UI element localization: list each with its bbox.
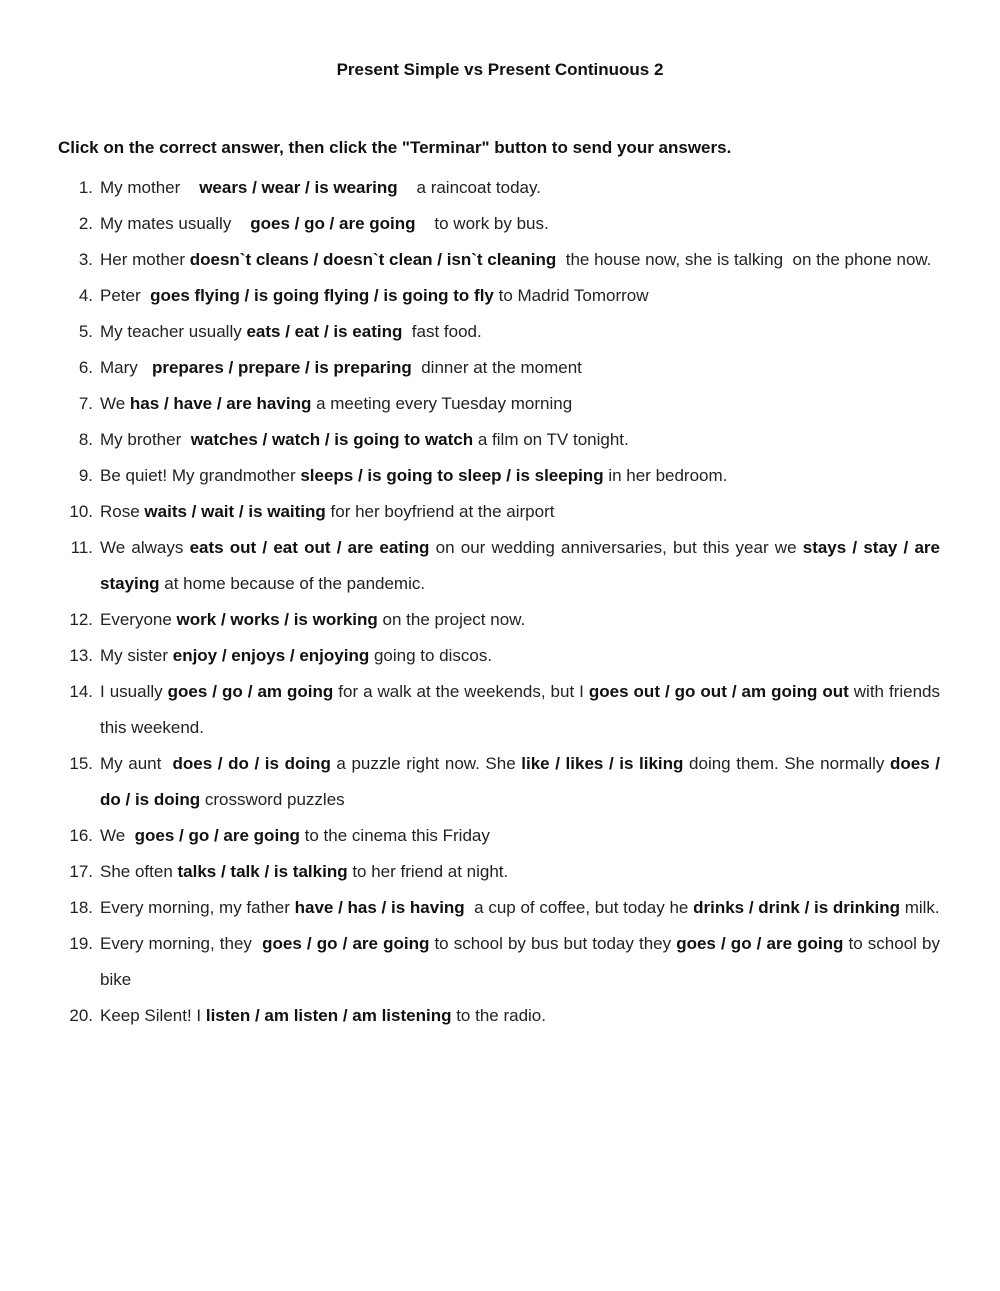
- sentence-fragment: Every morning, they: [100, 934, 263, 953]
- answer-options[interactable]: work / works / is working: [176, 610, 378, 629]
- question-text: [100, 638, 940, 674]
- question-item: [58, 854, 940, 890]
- sentence-fragment: Keep Silent! I: [100, 1006, 206, 1025]
- question-number: 3.: [78, 250, 93, 269]
- answer-options[interactable]: have / has / is having: [294, 898, 465, 917]
- question-item: [58, 206, 940, 242]
- sentence-fragment: with friends this weekend.: [100, 682, 945, 737]
- sentence-fragment: fast food.: [402, 322, 482, 341]
- answer-options[interactable]: eats out / eat out / are eating: [189, 538, 430, 557]
- question-text: [100, 674, 945, 746]
- question-number: 5.: [78, 322, 93, 341]
- sentence-fragment: a puzzle right now. She: [330, 754, 522, 773]
- sentence-fragment: in her bedroom.: [603, 466, 728, 485]
- question-item: [58, 278, 940, 314]
- question-text: [100, 494, 940, 530]
- question-item: [58, 638, 940, 674]
- question-item: [58, 674, 945, 746]
- answer-options[interactable]: like / likes / is liking: [521, 754, 684, 773]
- sentence-fragment: We: [100, 826, 135, 845]
- sentence-fragment: for her boyfriend at the airport: [325, 502, 555, 521]
- question-text: [100, 998, 940, 1034]
- sentence-fragment: doing them. She normally: [683, 754, 890, 773]
- question-number: 4.: [78, 286, 93, 305]
- answer-options[interactable]: prepares / prepare / is preparing: [151, 358, 412, 377]
- sentence-fragment: a cup of coffee, but today he: [464, 898, 694, 917]
- answer-options[interactable]: wears / wear / is wearing: [199, 178, 398, 197]
- answer-options[interactable]: goes flying / is going flying / is going to fly: [150, 286, 494, 305]
- question-item: [58, 386, 940, 422]
- sentence-fragment: to Madrid Tomorrow: [493, 286, 649, 305]
- sentence-fragment: for a walk at the weekends, but I: [333, 682, 589, 701]
- answer-options[interactable]: does / do / is doing: [172, 754, 331, 773]
- sentence-fragment: Every morning, my father: [100, 898, 295, 917]
- answer-options[interactable]: goes / go / are going: [676, 934, 844, 953]
- answer-options[interactable]: watches / watch / is going to watch: [190, 430, 474, 449]
- sentence-fragment: Rose: [100, 502, 145, 521]
- question-number: 2.: [78, 214, 93, 233]
- answer-options[interactable]: goes / go / am going: [167, 682, 334, 701]
- question-item: [58, 530, 940, 602]
- sentence-fragment: going to discos.: [369, 646, 493, 665]
- question-text: [100, 278, 940, 314]
- question-item: [58, 422, 940, 458]
- sentence-fragment: My sister: [100, 646, 173, 665]
- sentence-fragment: to school by bus but today they: [429, 934, 677, 953]
- question-number: 6.: [78, 358, 93, 377]
- question-text: [100, 530, 940, 602]
- question-text: [100, 206, 940, 242]
- sentence-fragment: I usually: [100, 682, 168, 701]
- sentence-fragment: to work by bus.: [415, 214, 549, 233]
- question-item: [58, 890, 940, 926]
- question-item: [58, 602, 940, 638]
- answer-options[interactable]: enjoy / enjoys / enjoying: [172, 646, 370, 665]
- question-item: [58, 458, 940, 494]
- question-number: 14.: [69, 682, 93, 701]
- question-number: 11.: [70, 538, 93, 557]
- question-item: [58, 998, 940, 1034]
- question-number: 1.: [78, 178, 93, 197]
- answer-options[interactable]: listen / am listen / am listening: [205, 1006, 452, 1025]
- question-number: 20.: [69, 1006, 93, 1025]
- question-number: 7.: [78, 394, 93, 413]
- sentence-fragment: dinner at the moment: [411, 358, 582, 377]
- instructions: Click on the correct answer, then click the "Terminar" button to send your answers.: [58, 138, 732, 157]
- answer-options[interactable]: waits / wait / is waiting: [144, 502, 326, 521]
- page-title: Present Simple vs Present Continuous 2: [336, 60, 664, 79]
- sentence-fragment: a film on TV tonight.: [473, 430, 629, 449]
- question-text: [100, 818, 940, 854]
- sentence-fragment: to the radio.: [451, 1006, 546, 1025]
- answer-options[interactable]: drinks / drink / is drinking: [693, 898, 900, 917]
- answer-options[interactable]: goes out / go out / am going out: [588, 682, 849, 701]
- answer-options[interactable]: stays / stay / are staying: [100, 538, 940, 593]
- answer-options[interactable]: goes / go / are going: [262, 934, 430, 953]
- question-number: 8.: [78, 430, 93, 449]
- question-number: 12.: [69, 610, 93, 629]
- question-number: 17.: [69, 862, 93, 881]
- question-item: [58, 926, 945, 998]
- question-number: 9.: [78, 466, 93, 485]
- question-text: [100, 422, 940, 458]
- answer-options[interactable]: goes / go / are going: [250, 214, 416, 233]
- sentence-fragment: My mother: [100, 178, 200, 197]
- question-text: [100, 458, 940, 494]
- sentence-fragment: milk.: [899, 898, 940, 917]
- sentence-fragment: on our wedding anniversaries, but this year we: [429, 538, 803, 557]
- answer-options[interactable]: eats / eat / is eating: [246, 322, 403, 341]
- question-text: [100, 746, 940, 818]
- question-text: [100, 926, 945, 998]
- question-item: [58, 494, 940, 530]
- question-number: 10.: [69, 502, 93, 521]
- question-number: 16.: [69, 826, 93, 845]
- sentence-fragment: Peter: [100, 286, 151, 305]
- question-text: [100, 602, 940, 638]
- sentence-fragment: to the cinema this Friday: [299, 826, 490, 845]
- sentence-fragment: a meeting every Tuesday morning: [311, 394, 573, 413]
- question-number: 18.: [69, 898, 93, 917]
- question-item: [58, 314, 940, 350]
- question-list: [58, 170, 945, 1034]
- sentence-fragment: on the project now.: [377, 610, 526, 629]
- answer-options[interactable]: talks / talk / is talking: [177, 862, 348, 881]
- sentence-fragment: the house now, she is talking on the phone now.: [556, 250, 932, 269]
- question-text: [100, 854, 940, 890]
- sentence-fragment: Be quiet! My grandmother: [100, 466, 301, 485]
- sentence-fragment: My mates usually: [100, 214, 251, 233]
- question-number: 13.: [69, 646, 93, 665]
- answer-options[interactable]: goes / go / are going: [134, 826, 300, 845]
- sentence-fragment: Her mother: [100, 250, 190, 269]
- question-item: [58, 350, 940, 386]
- question-item: [58, 242, 940, 278]
- sentence-fragment: to her friend at night.: [347, 862, 509, 881]
- question-text: [100, 242, 940, 278]
- sentence-fragment: crossword puzzles: [200, 790, 345, 809]
- sentence-fragment: We always: [100, 538, 190, 557]
- question-text: [100, 314, 940, 350]
- question-item: [58, 818, 940, 854]
- sentence-fragment: My brother: [100, 430, 191, 449]
- question-text: [100, 350, 940, 386]
- sentence-fragment: Mary: [100, 358, 152, 377]
- sentence-fragment: My teacher usually: [100, 322, 247, 341]
- sentence-fragment: We: [100, 394, 130, 413]
- sentence-fragment: a raincoat today.: [397, 178, 541, 197]
- sentence-fragment: My aunt: [100, 754, 173, 773]
- answer-options[interactable]: sleeps / is going to sleep / is sleeping: [300, 466, 604, 485]
- question-text: [100, 890, 940, 926]
- sentence-fragment: She often: [100, 862, 178, 881]
- question-text: [100, 170, 940, 206]
- answer-options[interactable]: doesn`t cleans / doesn`t clean / isn`t cleaning: [189, 250, 557, 269]
- answer-options[interactable]: does / do / is doing: [100, 754, 940, 809]
- question-item: [58, 170, 940, 206]
- answer-options[interactable]: has / have / are having: [129, 394, 312, 413]
- question-item: [58, 746, 940, 818]
- sentence-fragment: at home because of the pandemic.: [159, 574, 426, 593]
- question-number: 15.: [69, 754, 93, 773]
- question-number: 19.: [69, 934, 93, 953]
- question-text: [100, 386, 940, 422]
- sentence-fragment: to school by bike: [100, 934, 945, 989]
- sentence-fragment: Everyone: [100, 610, 177, 629]
